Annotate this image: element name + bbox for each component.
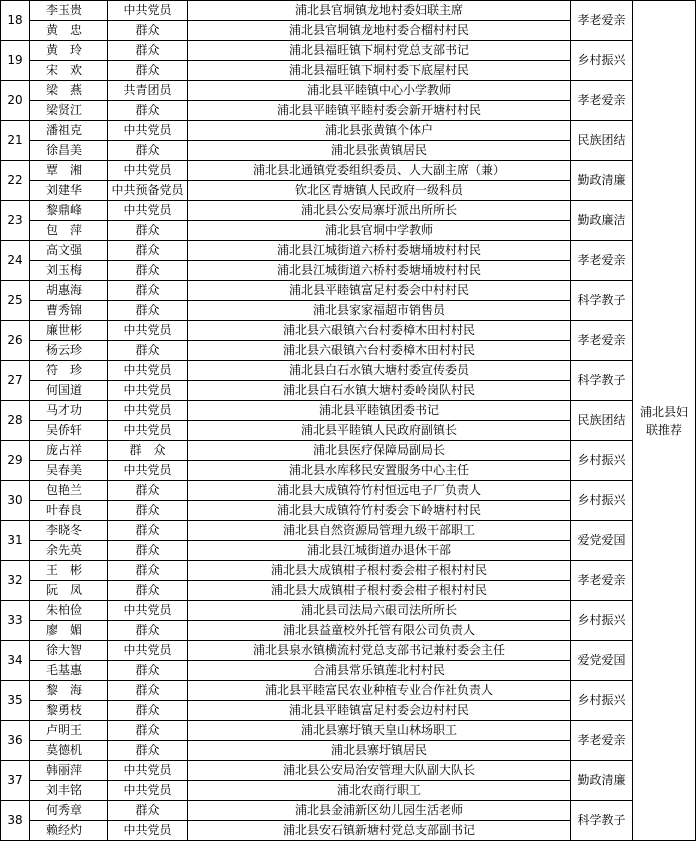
table-row (1, 801, 696, 821)
work-unit: 浦北县自然资源局管理九级干部职工 (188, 521, 571, 541)
work-unit: 浦北县家家福超市销售员 (188, 301, 571, 321)
nominee-name: 马才功 (30, 401, 108, 421)
work-unit: 浦北县福旺镇下垌村党总支部书记 (188, 41, 571, 61)
nominee-name: 叶春良 (30, 501, 108, 521)
nominee-name: 杨云珍 (30, 341, 108, 361)
work-unit: 浦北县平睦镇富足村委会中村村民 (188, 281, 571, 301)
work-unit: 浦北县公安局治安管理大队副大队长 (188, 761, 571, 781)
group-number: 21 (1, 121, 30, 161)
group-number: 27 (1, 361, 30, 401)
political-status: 群众 (108, 41, 188, 61)
political-status: 群众 (108, 521, 188, 541)
work-unit: 浦北县金浦新区幼儿园生活老师 (188, 801, 571, 821)
political-status: 群众 (108, 701, 188, 721)
work-unit: 浦北县平睦镇富足村委会边村村民 (188, 701, 571, 721)
nominee-name: 阮 凤 (30, 581, 108, 601)
work-unit: 浦北县官垌镇龙地村委妇联主席 (188, 1, 571, 21)
table-row (1, 761, 696, 781)
political-status: 中共党员 (108, 401, 188, 421)
political-status: 中共党员 (108, 641, 188, 661)
work-unit: 浦北县益童校外托管有限公司负责人 (188, 621, 571, 641)
work-unit: 浦北县福旺镇下垌村委下底屋村民 (188, 61, 571, 81)
work-unit: 浦北县张黄镇个体户 (188, 121, 571, 141)
nominee-name: 庞占祥 (30, 441, 108, 461)
political-status: 群众 (108, 261, 188, 281)
political-status: 中共党员 (108, 461, 188, 481)
nominee-name: 卢明王 (30, 721, 108, 741)
family-category: 乡村振兴 (571, 441, 633, 481)
family-category: 孝老爱亲 (571, 321, 633, 361)
group-number: 29 (1, 441, 30, 481)
table-row (1, 1, 696, 21)
family-category: 乡村振兴 (571, 601, 633, 641)
nominee-name: 潘祖克 (30, 121, 108, 141)
nominee-name: 廉世彬 (30, 321, 108, 341)
table-row (1, 521, 696, 541)
family-category: 爱党爱国 (571, 641, 633, 681)
political-status: 群众 (108, 481, 188, 501)
political-status: 中共党员 (108, 201, 188, 221)
nominee-name: 何秀章 (30, 801, 108, 821)
political-status: 群众 (108, 541, 188, 561)
group-number: 31 (1, 521, 30, 561)
political-status: 群众 (108, 801, 188, 821)
family-category: 勤政清廉 (571, 161, 633, 201)
nominee-name: 徐昌美 (30, 141, 108, 161)
nominee-name: 包 萍 (30, 221, 108, 241)
political-status: 群众 (108, 281, 188, 301)
work-unit: 浦北县大成镇柑子根村委会柑子根村村民 (188, 561, 571, 581)
political-status: 中共党员 (108, 1, 188, 21)
work-unit: 合浦县常乐镇莲北村村民 (188, 661, 571, 681)
table-row (1, 441, 696, 461)
nominee-name: 廖 媚 (30, 621, 108, 641)
group-number: 32 (1, 561, 30, 601)
recommender-note: 浦北县妇联推荐 (633, 1, 696, 841)
political-status: 共青团员 (108, 81, 188, 101)
family-category: 孝老爱亲 (571, 721, 633, 761)
work-unit: 浦北县官垌中学教师 (188, 221, 571, 241)
work-unit: 浦北县水库移民安置服务中心主任 (188, 461, 571, 481)
group-number: 18 (1, 1, 30, 41)
political-status: 中共党员 (108, 781, 188, 801)
nominee-name: 刘丰铭 (30, 781, 108, 801)
work-unit: 浦北县北通镇党委组织委员、人大副主席（兼） (188, 161, 571, 181)
work-unit: 浦北县张黄镇居民 (188, 141, 571, 161)
work-unit: 浦北县公安局寨圩派出所所长 (188, 201, 571, 221)
political-status: 中共党员 (108, 121, 188, 141)
political-status: 群众 (108, 221, 188, 241)
family-category: 孝老爱亲 (571, 241, 633, 281)
group-number: 28 (1, 401, 30, 441)
nominee-name: 胡惠海 (30, 281, 108, 301)
nominee-name: 毛基惠 (30, 661, 108, 681)
nominee-name: 黎鼎峰 (30, 201, 108, 221)
family-category: 乡村振兴 (571, 41, 633, 81)
table-row (1, 361, 696, 381)
political-status: 群众 (108, 741, 188, 761)
nominee-name: 曹秀锦 (30, 301, 108, 321)
table-row (1, 81, 696, 101)
political-status: 群众 (108, 661, 188, 681)
work-unit: 浦北县寨圩镇居民 (188, 741, 571, 761)
table-row (1, 721, 696, 741)
nominee-name: 王 彬 (30, 561, 108, 581)
work-unit: 浦北县司法局六硍司法所所长 (188, 601, 571, 621)
work-unit: 浦北县大成镇符竹村恒远电子厂负责人 (188, 481, 571, 501)
political-status: 群众 (108, 681, 188, 701)
group-number: 33 (1, 601, 30, 641)
political-status: 群众 (108, 241, 188, 261)
political-status: 中共党员 (108, 361, 188, 381)
work-unit: 浦北县白石水镇大塘村委宣传委员 (188, 361, 571, 381)
nominee-name: 吴春美 (30, 461, 108, 481)
work-unit: 浦北县医疗保障局副局长 (188, 441, 571, 461)
political-status: 中共党员 (108, 161, 188, 181)
political-status: 群众 (108, 21, 188, 41)
political-status: 群众 (108, 301, 188, 321)
group-number: 37 (1, 761, 30, 801)
nominee-name: 符 珍 (30, 361, 108, 381)
group-number: 23 (1, 201, 30, 241)
work-unit: 浦北县寨圩镇天皇山林场职工 (188, 721, 571, 741)
political-status: 群众 (108, 341, 188, 361)
political-status: 中共党员 (108, 601, 188, 621)
work-unit: 浦北县江城街道六桥村委塘埇坡村村民 (188, 241, 571, 261)
family-category: 孝老爱亲 (571, 1, 633, 41)
work-unit: 浦北县白石水镇大塘村委岭岗队村民 (188, 381, 571, 401)
table-row (1, 561, 696, 581)
group-number: 24 (1, 241, 30, 281)
nominee-name: 宋 欢 (30, 61, 108, 81)
table-row (1, 641, 696, 661)
work-unit: 浦北县平睦镇人民政府副镇长 (188, 421, 571, 441)
work-unit: 浦北县泉水镇横流村党总支部书记兼村委会主任 (188, 641, 571, 661)
group-number: 19 (1, 41, 30, 81)
group-number: 20 (1, 81, 30, 121)
nominee-name: 黎勇枝 (30, 701, 108, 721)
nominee-name: 莫德机 (30, 741, 108, 761)
nominee-name: 包艳兰 (30, 481, 108, 501)
nominee-name: 徐大智 (30, 641, 108, 661)
political-status: 中共预备党员 (108, 181, 188, 201)
political-status: 群众 (108, 101, 188, 121)
nominee-name: 黄 玲 (30, 41, 108, 61)
group-number: 25 (1, 281, 30, 321)
political-status: 中共党员 (108, 381, 188, 401)
nominee-name: 黄 忠 (30, 21, 108, 41)
work-unit: 浦北县平睦富民农业种植专业合作社负责人 (188, 681, 571, 701)
political-status: 中共党员 (108, 761, 188, 781)
nominee-name: 何国道 (30, 381, 108, 401)
nominee-name: 李玉贵 (30, 1, 108, 21)
work-unit: 浦北县六硍镇六台村委樟木田村村民 (188, 321, 571, 341)
work-unit: 浦北县六硍镇六台村委樟木田村村民 (188, 341, 571, 361)
family-category: 科学教子 (571, 801, 633, 841)
table-row (1, 161, 696, 181)
family-category: 爱党爱国 (571, 521, 633, 561)
political-status: 中共党员 (108, 821, 188, 841)
political-status: 群众 (108, 721, 188, 741)
table-row (1, 201, 696, 221)
work-unit: 浦北县平睦镇平睦村委会新开塘村村民 (188, 101, 571, 121)
work-unit: 浦北县江城街道六桥村委塘埇坡村村民 (188, 261, 571, 281)
nominee-name: 朱柏俭 (30, 601, 108, 621)
nominee-name: 余先英 (30, 541, 108, 561)
work-unit: 浦北县安石镇新塘村党总支部副书记 (188, 821, 571, 841)
family-category: 科学教子 (571, 361, 633, 401)
political-status: 中共党员 (108, 321, 188, 341)
group-number: 38 (1, 801, 30, 841)
table-row (1, 281, 696, 301)
group-number: 36 (1, 721, 30, 761)
family-category: 科学教子 (571, 281, 633, 321)
political-status: 群 众 (108, 441, 188, 461)
nominee-name: 赖经灼 (30, 821, 108, 841)
nominee-name: 梁贤江 (30, 101, 108, 121)
political-status: 群众 (108, 501, 188, 521)
work-unit: 浦北县江城街道办退休干部 (188, 541, 571, 561)
family-category: 民族团结 (571, 401, 633, 441)
nominee-name: 刘玉梅 (30, 261, 108, 281)
table-row (1, 681, 696, 701)
table-row (1, 121, 696, 141)
table-row (1, 41, 696, 61)
table-row (1, 401, 696, 421)
work-unit: 浦北农商行职工 (188, 781, 571, 801)
family-category: 孝老爱亲 (571, 561, 633, 601)
work-unit: 浦北县官垌镇龙地村委合榴村村民 (188, 21, 571, 41)
nominee-name: 刘建华 (30, 181, 108, 201)
group-number: 30 (1, 481, 30, 521)
family-category: 乡村振兴 (571, 481, 633, 521)
political-status: 群众 (108, 621, 188, 641)
political-status: 群众 (108, 561, 188, 581)
group-number: 35 (1, 681, 30, 721)
political-status: 群众 (108, 61, 188, 81)
nominee-name: 李晓冬 (30, 521, 108, 541)
family-category: 乡村振兴 (571, 681, 633, 721)
family-category: 孝老爱亲 (571, 81, 633, 121)
table-row (1, 321, 696, 341)
work-unit: 浦北县大成镇符竹村委会下岭塘村村民 (188, 501, 571, 521)
nominee-name: 黎 海 (30, 681, 108, 701)
table-row (1, 601, 696, 621)
group-number: 22 (1, 161, 30, 201)
family-category: 民族团结 (571, 121, 633, 161)
nominee-name: 覃 湘 (30, 161, 108, 181)
political-status: 中共党员 (108, 421, 188, 441)
table-row (1, 241, 696, 261)
work-unit: 钦北区青塘镇人民政府一级科员 (188, 181, 571, 201)
work-unit: 浦北县平睦镇团委书记 (188, 401, 571, 421)
nominee-name: 吴侨轩 (30, 421, 108, 441)
table-body (1, 1, 696, 841)
nominee-name: 韩丽萍 (30, 761, 108, 781)
group-number: 26 (1, 321, 30, 361)
nominee-name: 高文强 (30, 241, 108, 261)
work-unit: 浦北县大成镇柑子根村委会柑子根村村民 (188, 581, 571, 601)
nominee-name: 梁 燕 (30, 81, 108, 101)
political-status: 群众 (108, 581, 188, 601)
family-category: 勤政廉洁 (571, 201, 633, 241)
group-number: 34 (1, 641, 30, 681)
family-category: 勤政清廉 (571, 761, 633, 801)
work-unit: 浦北县平睦镇中心小学教师 (188, 81, 571, 101)
political-status: 群众 (108, 141, 188, 161)
table-row (1, 481, 696, 501)
